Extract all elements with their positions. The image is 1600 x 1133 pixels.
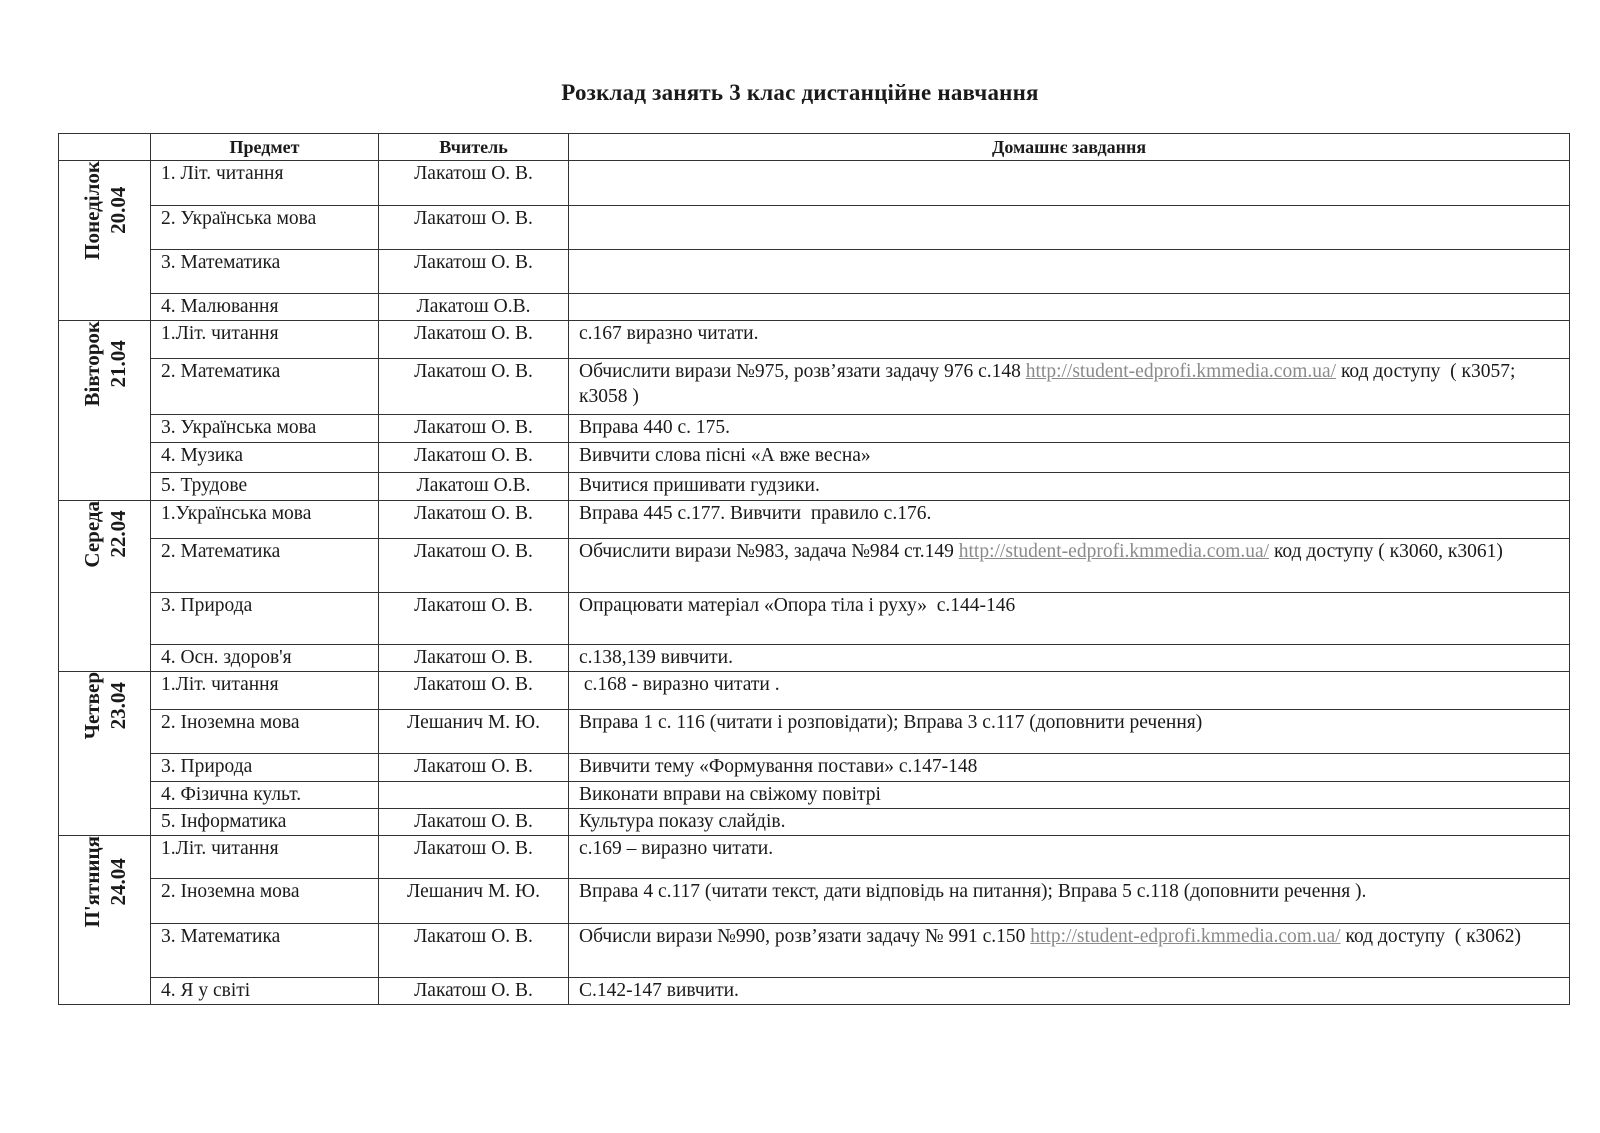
subject-cell: 4. Малювання bbox=[151, 294, 379, 321]
teacher-cell: Лакатош О. В. bbox=[379, 321, 569, 359]
teacher-cell: Лакатош О.В. bbox=[379, 294, 569, 321]
homework-text: Обчислити вирази №983, задача №984 ст.149 bbox=[579, 541, 959, 562]
homework-text: Виконати вправи на свіжому повітрі bbox=[579, 784, 881, 805]
homework-text: с.167 виразно читати. bbox=[579, 323, 759, 344]
table-row bbox=[59, 754, 1570, 782]
homework-cell bbox=[569, 415, 1570, 443]
table-row bbox=[59, 415, 1570, 443]
day-cell bbox=[59, 321, 151, 501]
subject-cell: 1.Літ. читання bbox=[151, 672, 379, 710]
day-date: 22.04 bbox=[105, 510, 130, 558]
subject-cell: 3. Математика bbox=[151, 924, 379, 978]
subject-cell: 1.Українська мова bbox=[151, 501, 379, 539]
header-homework: Домашнє завдання bbox=[569, 134, 1570, 161]
subject-cell: 2. Українська мова bbox=[151, 206, 379, 250]
teacher-cell: Лешанич М. Ю. bbox=[379, 879, 569, 924]
homework-text: Вивчити слова пісні «А вже весна» bbox=[579, 445, 871, 466]
table-row bbox=[59, 593, 1570, 645]
homework-text: Опрацювати матеріал «Опора тіла і руху» с.144-146 bbox=[579, 595, 1016, 616]
teacher-cell: Лакатош О. В. bbox=[379, 809, 569, 836]
homework-cell bbox=[569, 443, 1570, 473]
subject-cell: 1.Літ. читання bbox=[151, 836, 379, 879]
subject-cell: 2. Іноземна мова bbox=[151, 879, 379, 924]
day-date: 20.04 bbox=[105, 186, 130, 235]
day-name: П'ятниця bbox=[79, 836, 104, 928]
subject-cell: 4. Фізична культ. bbox=[151, 782, 379, 809]
teacher-cell: Лакатош О. В. bbox=[379, 672, 569, 710]
homework-cell bbox=[569, 879, 1570, 924]
day-name: Четвер bbox=[79, 672, 104, 740]
homework-cell bbox=[569, 250, 1570, 294]
table-row bbox=[59, 161, 1570, 206]
subject-cell: 4. Осн. здоров'я bbox=[151, 645, 379, 672]
table-row bbox=[59, 978, 1570, 1005]
subject-cell: 2. Математика bbox=[151, 359, 379, 415]
day-label bbox=[79, 672, 131, 739]
day-label bbox=[79, 836, 131, 928]
homework-text: Обчисли вирази №990, розв’язати задачу № 991 с.150 bbox=[579, 926, 1031, 947]
teacher-cell: Лакатош О. В. bbox=[379, 501, 569, 539]
homework-cell bbox=[569, 978, 1570, 1005]
homework-cell bbox=[569, 161, 1570, 206]
page-title: Розклад занять 3 клас дистанційне навчання bbox=[561, 80, 1039, 105]
table-row bbox=[59, 501, 1570, 539]
teacher-cell: Лешанич М. Ю. bbox=[379, 710, 569, 754]
homework-cell bbox=[569, 294, 1570, 321]
homework-link[interactable]: http://student-edprofi.kmmedia.com.ua/ bbox=[1025, 361, 1337, 382]
day-cell bbox=[59, 161, 151, 321]
homework-cell bbox=[569, 809, 1570, 836]
subject-cell: 2. Іноземна мова bbox=[151, 710, 379, 754]
homework-cell bbox=[569, 754, 1570, 782]
teacher-cell: Лакатош О. В. bbox=[379, 415, 569, 443]
homework-text: Вправа 4 с.117 (читати текст, дати відповідь на питання); Вправа 5 с.118 (доповнити речення ). bbox=[579, 881, 1367, 902]
subject-cell: 5. Інформатика bbox=[151, 809, 379, 836]
homework-cell bbox=[569, 321, 1570, 359]
table-row bbox=[59, 924, 1570, 978]
homework-cell bbox=[569, 836, 1570, 879]
header-teacher: Вчитель bbox=[379, 134, 569, 161]
table-row bbox=[59, 710, 1570, 754]
table-row bbox=[59, 879, 1570, 924]
subject-cell: 4. Я у світі bbox=[151, 978, 379, 1005]
teacher-cell: Лакатош О.В. bbox=[379, 473, 569, 501]
day-cell bbox=[59, 836, 151, 1005]
day-label bbox=[79, 501, 131, 568]
table-row bbox=[59, 294, 1570, 321]
homework-text: с.138,139 вивчити. bbox=[579, 647, 733, 668]
homework-link[interactable]: http://student-edprofi.kmmedia.com.ua/ bbox=[1030, 926, 1341, 947]
homework-cell bbox=[569, 473, 1570, 501]
homework-cell bbox=[569, 206, 1570, 250]
homework-cell bbox=[569, 593, 1570, 645]
homework-cell bbox=[569, 710, 1570, 754]
homework-text-after: код доступу ( к3057; к3058 ) bbox=[579, 361, 1521, 407]
subject-cell: 3. Природа bbox=[151, 593, 379, 645]
table-row bbox=[59, 672, 1570, 710]
schedule-table bbox=[58, 133, 1570, 1005]
teacher-cell: Лакатош О. В. bbox=[379, 161, 569, 206]
header-row bbox=[59, 134, 1570, 161]
subject-cell: 3. Українська мова bbox=[151, 415, 379, 443]
homework-text: Вчитися пришивати гудзики. bbox=[579, 475, 820, 496]
table-row bbox=[59, 473, 1570, 501]
day-cell bbox=[59, 501, 151, 672]
day-cell bbox=[59, 672, 151, 836]
subject-cell: 2. Математика bbox=[151, 539, 379, 593]
table-row bbox=[59, 809, 1570, 836]
homework-cell bbox=[569, 645, 1570, 672]
teacher-cell: Лакатош О. В. bbox=[379, 539, 569, 593]
teacher-cell: Лакатош О. В. bbox=[379, 593, 569, 645]
homework-text: Вправа 1 с. 116 (читати і розповідати); Вправа 3 с.117 (доповнити речення) bbox=[579, 712, 1203, 733]
day-label bbox=[79, 161, 131, 260]
subject-cell: 3. Природа bbox=[151, 754, 379, 782]
table-row bbox=[59, 645, 1570, 672]
homework-cell bbox=[569, 539, 1570, 593]
subject-cell: 3. Математика bbox=[151, 250, 379, 294]
homework-text: Вправа 440 с. 175. bbox=[579, 417, 730, 438]
schedule-body bbox=[59, 161, 1570, 1005]
teacher-cell bbox=[379, 782, 569, 809]
homework-cell bbox=[569, 359, 1570, 415]
homework-text: с.169 – виразно читати. bbox=[579, 838, 774, 859]
homework-text: С.142-147 вивчити. bbox=[579, 980, 739, 1001]
homework-text: Обчислити вирази №975, розв’язати задачу 976 с.148 bbox=[579, 361, 1026, 382]
table-row bbox=[59, 836, 1570, 879]
homework-cell bbox=[569, 672, 1570, 710]
table-row bbox=[59, 443, 1570, 473]
subject-cell: 1. Літ. читання bbox=[151, 161, 379, 206]
teacher-cell: Лакатош О. В. bbox=[379, 359, 569, 415]
teacher-cell: Лакатош О. В. bbox=[379, 250, 569, 294]
teacher-cell: Лакатош О. В. bbox=[379, 443, 569, 473]
table-row bbox=[59, 359, 1570, 415]
table-row bbox=[59, 250, 1570, 294]
homework-text: Вправа 445 с.177. Вивчити правило с.176. bbox=[579, 503, 932, 524]
homework-text: с.168 - виразно читати . bbox=[579, 674, 780, 695]
subject-cell: 5. Трудове bbox=[151, 473, 379, 501]
day-date: 21.04 bbox=[105, 340, 130, 388]
table-row bbox=[59, 321, 1570, 359]
header-subject: Предмет bbox=[151, 134, 379, 161]
teacher-cell: Лакатош О. В. bbox=[379, 924, 569, 978]
homework-link[interactable]: http://student-edprofi.kmmedia.com.ua/ bbox=[958, 541, 1270, 562]
teacher-cell: Лакатош О. В. bbox=[379, 754, 569, 782]
table-row bbox=[59, 206, 1570, 250]
day-name: Середа bbox=[79, 501, 104, 568]
homework-cell bbox=[569, 924, 1570, 978]
homework-cell bbox=[569, 501, 1570, 539]
table-row bbox=[59, 539, 1570, 593]
subject-cell: 1.Літ. читання bbox=[151, 321, 379, 359]
day-name: Понеділок bbox=[79, 161, 104, 260]
table-row bbox=[59, 782, 1570, 809]
day-label bbox=[79, 321, 131, 406]
day-date: 24.04 bbox=[105, 858, 130, 906]
header-day bbox=[59, 134, 151, 161]
subject-cell: 4. Музика bbox=[151, 443, 379, 473]
homework-cell bbox=[569, 782, 1570, 809]
teacher-cell: Лакатош О. В. bbox=[379, 645, 569, 672]
teacher-cell: Лакатош О. В. bbox=[379, 836, 569, 879]
day-name: Вівторок bbox=[79, 321, 104, 407]
homework-text: Вивчити тему «Формування постави» с.147-148 bbox=[579, 756, 978, 777]
teacher-cell: Лакатош О. В. bbox=[379, 206, 569, 250]
homework-text-after: код доступу ( к3062) bbox=[1340, 926, 1522, 947]
homework-text: Культура показу слайдів. bbox=[579, 811, 786, 832]
teacher-cell: Лакатош О. В. bbox=[379, 978, 569, 1005]
day-date: 23.04 bbox=[105, 682, 130, 730]
homework-text-after: код доступу ( к3060, к3061) bbox=[1269, 541, 1503, 562]
